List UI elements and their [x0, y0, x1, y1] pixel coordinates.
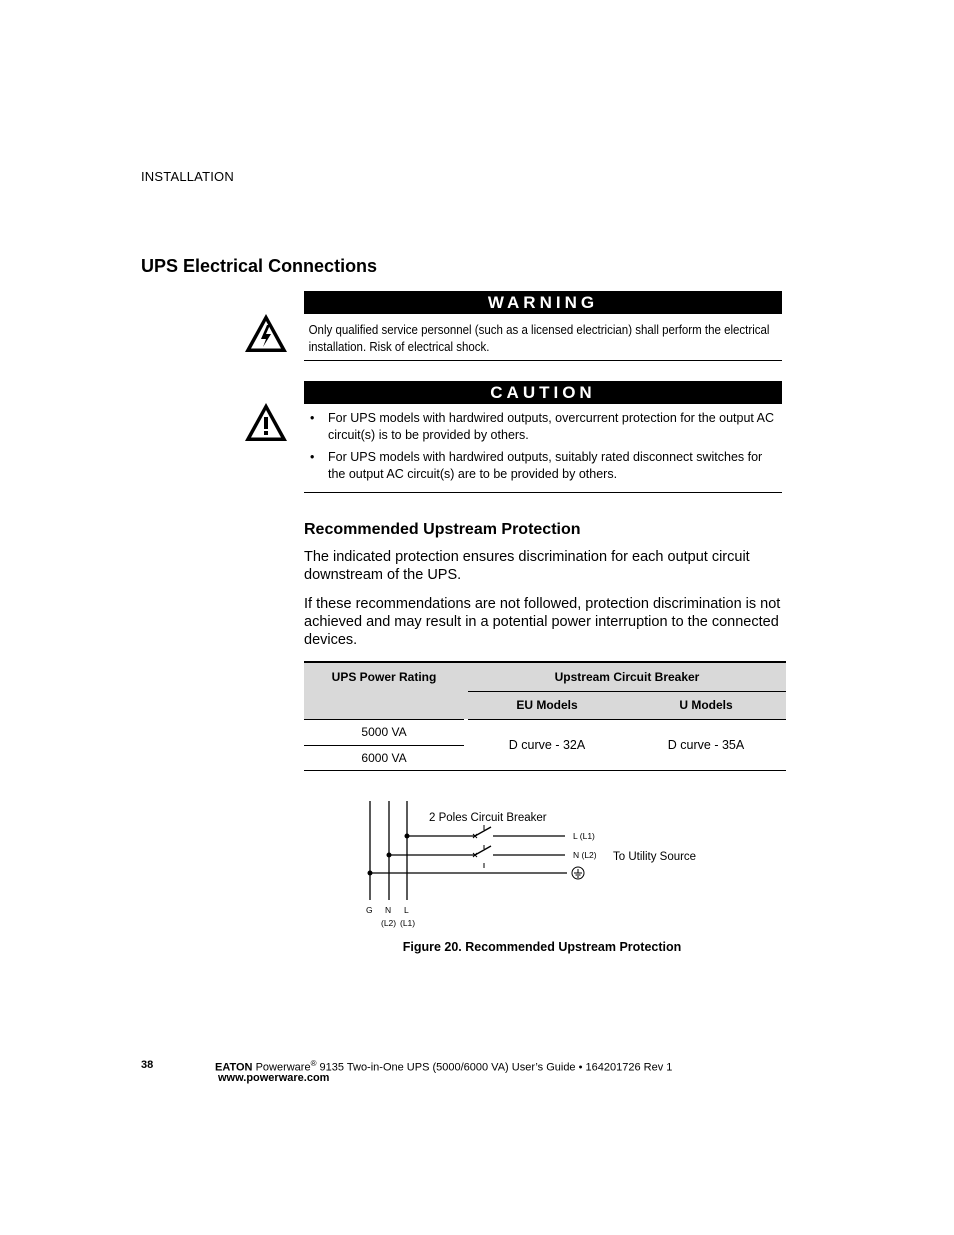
warning-label: WARNING	[304, 291, 782, 314]
electrical-hazard-icon	[243, 312, 289, 359]
footer-rest: 9135 Two-in-One UPS (5000/6000 VA) User’s Guide • 164201726 Rev 1	[316, 1061, 673, 1074]
caution-item: • For UPS models with hardwired outputs, overcurrent protection for the output AC circuit(s) is to be provided by others.	[304, 410, 782, 444]
col-ups-power-rating: UPS Power Rating	[304, 662, 464, 719]
warning-text: Only qualified service personnel (such as a licensed electrician) shall perform the electrical installation. Risk of electrical shock.	[308, 323, 770, 354]
caution-box	[304, 381, 782, 493]
footer-product: Powerware	[255, 1061, 311, 1074]
page-title: UPS Electrical Connections	[141, 256, 378, 276]
l-sub-label: (L1)	[400, 918, 416, 928]
n-sub-label: (L2)	[381, 918, 397, 928]
wiring-diagram	[360, 795, 720, 935]
paragraph-2: If these recommendations are not followed, protection discrimination is not achieved and may result in a potential power interruption to the connected devices.	[304, 596, 781, 648]
n-terminal-label: N (L2)	[573, 850, 597, 860]
table-cell-eu-value: D curve - 32A	[468, 719, 626, 770]
warning-box	[304, 291, 782, 361]
table-cell-rating: 6000 VA	[304, 745, 464, 770]
caution-exclamation-icon	[243, 401, 289, 448]
figure-caption: Figure 20. Recommended Upstream Protection	[402, 940, 682, 954]
caution-list	[304, 404, 782, 492]
table-cell-rating: 5000 VA	[304, 719, 464, 745]
col-u-models: U Models	[626, 691, 786, 719]
section-title: Recommended Upstream Protection	[304, 521, 581, 538]
l-terminal-label: L (L1)	[573, 831, 595, 841]
n-label: N	[385, 905, 392, 915]
section-header: INSTALLATION	[141, 169, 234, 184]
col-eu-models: EU Models	[468, 691, 626, 719]
footer-reg: ®	[310, 1059, 317, 1068]
source-label: To Utility Source	[613, 851, 697, 863]
caution-item: • For UPS models with hardwired outputs, suitably rated disconnect switches for the output AC circuit(s) are to be provided by others.	[304, 449, 782, 483]
footer-brand: EATON	[215, 1061, 253, 1074]
protection-table	[304, 661, 786, 771]
paragraph-1: The indicated protection ensures discrimination for each output circuit downstream of the UPS.	[304, 549, 750, 583]
breaker-label: 2 Poles Circuit Breaker	[429, 812, 547, 824]
col-upstream-breaker: Upstream Circuit Breaker	[468, 662, 786, 691]
caution-label: CAUTION	[304, 381, 782, 404]
page-number: 38	[141, 1059, 154, 1071]
table-cell-u-value: D curve - 35A	[626, 719, 786, 770]
g-label: G	[366, 905, 373, 915]
l-label: L	[404, 905, 409, 915]
footer-url[interactable]: www.powerware.com	[218, 1072, 330, 1084]
